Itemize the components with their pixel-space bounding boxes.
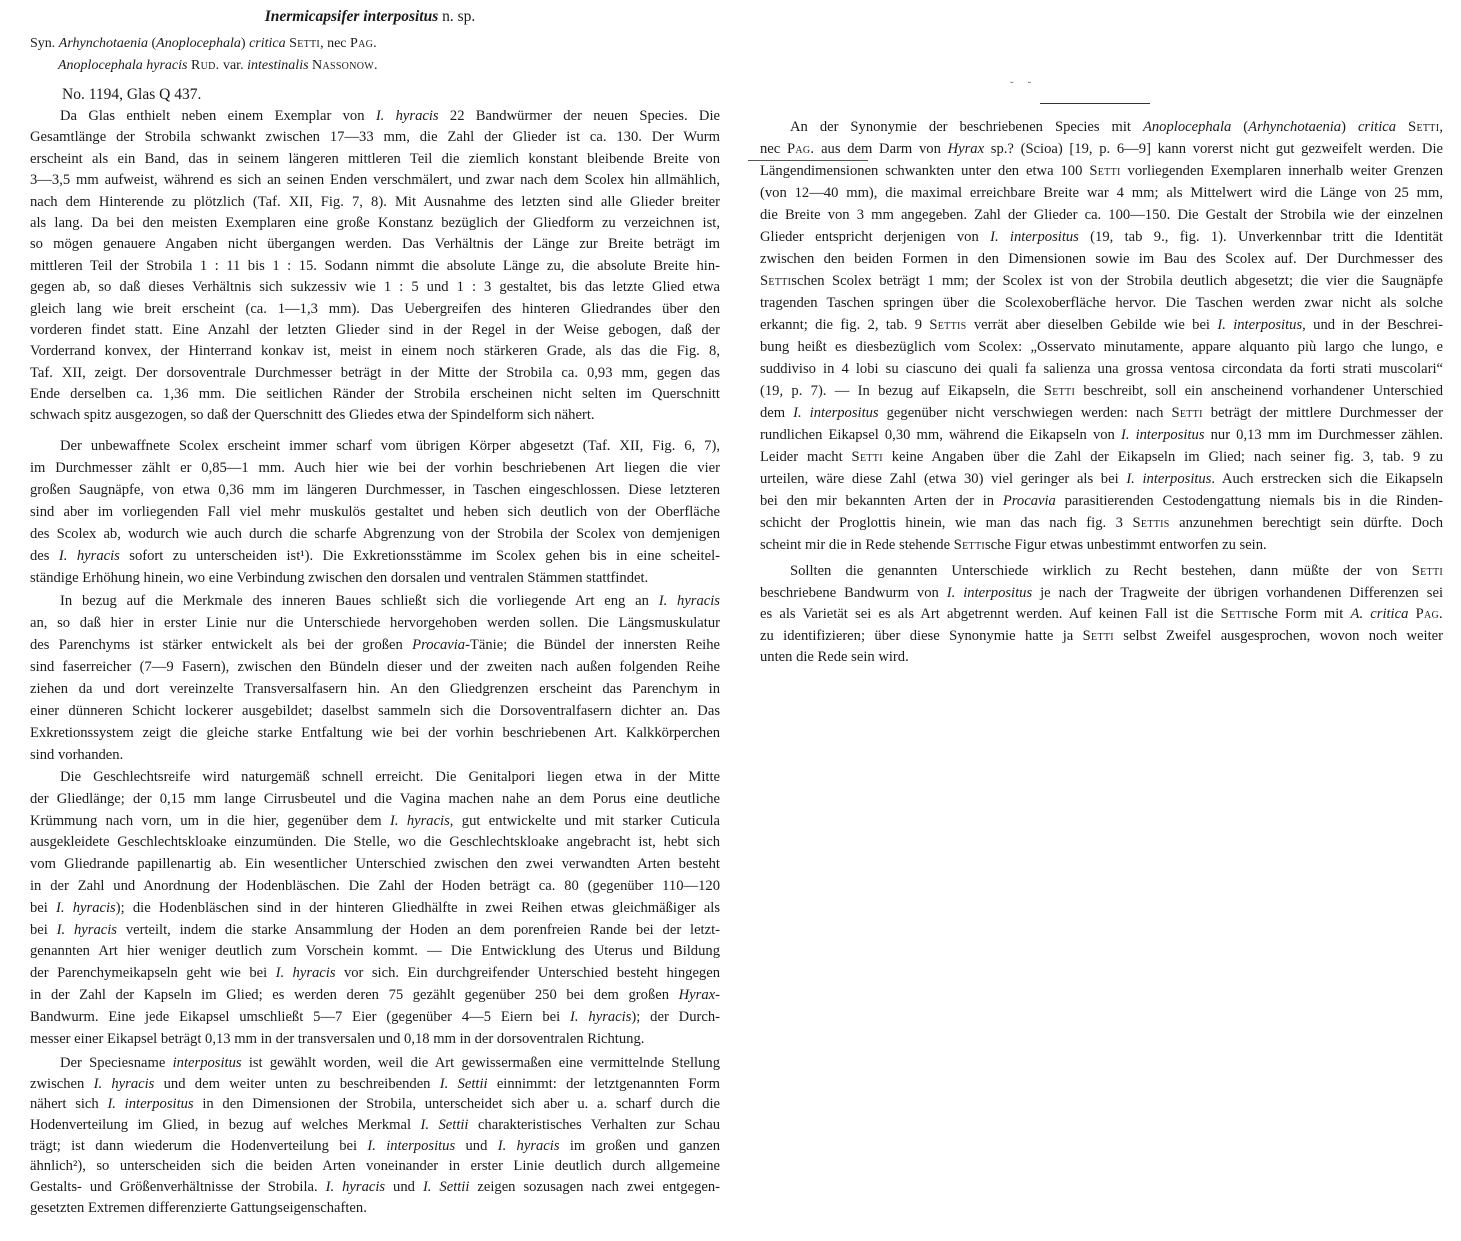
text-segment: , nec	[320, 36, 351, 51]
synonym-line-1	[30, 36, 377, 52]
line-text: gegen ab, so daß dieses Verhältnis sich sukzessiv wie 1 : 5 und 1 : 3 gestaltet, bis das letzte Glied etwa	[30, 279, 720, 296]
line-text: gesetzten Extremen differenzierte Gattungseigenschaften.	[30, 1199, 367, 1216]
text-segment: des	[30, 548, 59, 564]
text-line	[30, 898, 720, 920]
text-line	[760, 647, 1443, 669]
author-name: Setti	[1082, 627, 1114, 644]
text-segment: , und in der Beschrei-	[1302, 317, 1444, 333]
text-segment: im großen und ganzen	[559, 1137, 721, 1154]
text-line	[30, 567, 720, 589]
text-line	[760, 270, 1443, 292]
text-line	[30, 523, 720, 545]
text-line	[760, 402, 1443, 424]
italic-taxon: I. hyracis	[93, 1075, 155, 1092]
italic-taxon: Anoplocephala hyracis	[58, 58, 188, 73]
text-segment: aus dem Darm von	[814, 141, 948, 157]
italic-taxon: I. hyracis	[56, 899, 116, 916]
text-line	[30, 1094, 720, 1115]
text-line	[760, 604, 1443, 626]
text-segment: vorliegenden Exemplaren innerhalb weiter Grenzen	[1120, 163, 1443, 179]
text-segment: var.	[219, 58, 248, 73]
text-segment: bei	[30, 899, 57, 916]
italic-taxon: I. interpositus	[1126, 471, 1212, 487]
italic-taxon: critica	[249, 36, 286, 51]
italic-taxon: Arhynchotaenia	[1248, 119, 1342, 135]
line-text: zwischen den beiden Formen in den Dimensionen sowie im Bau des Scolex auf. Der Durchmesser des	[760, 251, 1443, 267]
text-line	[30, 1029, 720, 1051]
text-line	[30, 384, 720, 405]
text-segment: (	[147, 36, 157, 51]
synonym-line-2	[58, 58, 378, 74]
text-segment: Glieder entspricht derjenigen von	[760, 229, 991, 245]
italic-taxon: Arhynchotaenia	[58, 36, 148, 51]
text-line	[30, 213, 720, 234]
text-segment: einnimmt: der letztgenannten Form	[487, 1075, 721, 1092]
author-name: Setti	[851, 449, 883, 465]
line-text: als lang. Da bei den meisten Exemplaren eine große Konstanz bezüglich der Gliedform zu verzeichnen ist,	[30, 214, 720, 231]
italic-taxon: critica	[1357, 119, 1397, 135]
line-text: Exkretionssystem zeigt die gleiche starke Entfaltung wie bei der vorhin beschriebenen Art. Kalkkörperchen	[30, 725, 720, 741]
text-line	[30, 363, 720, 384]
italic-taxon: I. hyracis	[56, 921, 117, 938]
text-line	[760, 512, 1443, 534]
author-name: Setti	[289, 36, 321, 51]
text-line	[30, 149, 720, 170]
line-text: der Gliedlänge; der 0,15 mm lange Cirrusbeutel und die Vagina machen nahe an dem Porus eine deutliche	[30, 790, 720, 807]
line-text: ständige Erhöhung hinein, wo eine Verbindung zwischen den dorsalen und ventralen Stämmen stattfindet.	[30, 570, 649, 586]
italic-taxon: intestinalis	[247, 58, 309, 73]
text-line	[30, 854, 720, 876]
text-line	[30, 170, 720, 191]
text-line	[760, 626, 1443, 648]
author-name: Setti	[1411, 563, 1443, 579]
text-segment	[1396, 119, 1408, 135]
text-line	[760, 292, 1443, 314]
line-text: sind faserreicher (7—9 Fasern), zwischen den Bündeln dieser und der zweiten nach außen folgenden Reihe	[30, 659, 720, 675]
paragraph-scolex	[30, 435, 720, 589]
italic-taxon: I. hyracis	[325, 1179, 386, 1196]
paragraph-species-name	[30, 1053, 720, 1219]
italic-taxon: I. hyracis	[58, 548, 120, 564]
italic-taxon: Hyrax	[947, 141, 985, 157]
line-text: erscheint als ein Band, das in seinem längeren mittleren Teil die ziemlich konstant bleibende Breite von	[30, 150, 720, 167]
text-line	[30, 876, 720, 898]
page-mark: ˘˘	[1010, 80, 1046, 92]
author-name: Settis	[1132, 515, 1170, 531]
text-segment	[1408, 606, 1415, 622]
species-name: Inermicapsifer interpositus	[264, 8, 439, 25]
text-segment: erkannt; die fig. 2, tab. 9	[760, 317, 930, 333]
text-segment: vor sich. Ein durchgreifender Unterschied besteht hingegen	[335, 965, 720, 982]
line-text: einer dünneren Schicht lockerer ausgebildet; daselbst sammeln sich die Dorsoventralfasern dichter an. Das	[30, 703, 720, 719]
text-segment: schicht der Proglottis hinein, wie man das nach fig. 3	[760, 515, 1133, 531]
text-segment: , gut entwickelte und mit starker Cuticula	[449, 812, 721, 829]
text-line	[30, 1007, 720, 1029]
text-segment: dem	[760, 405, 794, 421]
author-name: Pag.	[786, 141, 815, 157]
text-line	[760, 116, 1443, 138]
italic-taxon: I. interpositus	[1217, 317, 1303, 333]
text-line	[760, 204, 1443, 226]
species-heading	[0, 8, 740, 26]
text-line	[760, 424, 1443, 446]
author-name: Settis	[929, 317, 967, 333]
text-segment: nec	[760, 141, 787, 157]
text-segment: und	[455, 1137, 498, 1154]
text-segment: und	[385, 1179, 423, 1196]
line-text: Vorderrand konvex, der Hinterrand konkav ist, meist in einem noch stärkeren Grade, als das die Fig. 8,	[30, 343, 720, 360]
text-segment: . Auch erstrecken sich die Eikapseln	[1211, 471, 1443, 487]
line-text: genannten Art hier weniger deutlich zum Vorschein kommt. — Die Entwicklung des Uterus und Bildung	[30, 943, 720, 960]
italic-taxon: Anoplocephala	[1142, 119, 1232, 135]
text-line	[30, 234, 720, 255]
text-line	[30, 941, 720, 963]
text-line	[760, 446, 1443, 468]
text-segment: selbst Zweifel ausgesprochen, wovon noch weiter	[1113, 627, 1443, 644]
text-segment: beschreibt, soll ein anscheinend vorhandener Unterschied	[1075, 383, 1443, 399]
line-text: großen Saugnäpfe, von etwa 0,36 mm im längeren Durchmesser, in Taschen eingeschlossen. Diese letzteren	[30, 482, 720, 498]
text-segment: sp.? (Scioa) [19, p. 6—9] kann vorerst nicht gut gezweifelt werden. Die	[984, 141, 1443, 157]
text-segment: parasitierenden Cestodengattung niemals bis in die Rinden-	[1055, 493, 1443, 509]
text-line	[760, 314, 1443, 336]
italic-taxon: I. hyracis	[497, 1137, 560, 1154]
text-line	[30, 127, 720, 148]
line-text: mittleren Teil der Strobila 1 : 11 bis 1 : 15. Sodann nimmt die absolute Länge zu, die absolute Breite hin-	[30, 257, 720, 274]
author-name: Setti	[1220, 606, 1252, 622]
text-segment: An der Synonymie der beschriebenen Species mit	[790, 119, 1143, 135]
line-text: des Scolex ab, wodurch wie auch durch die scharfe Abgrenzung von der Strobila der Scolex von demjenigen	[30, 526, 720, 542]
text-segment: Gestalts- und Größenverhältnisse der Strobila.	[30, 1179, 326, 1196]
text-line	[760, 248, 1443, 270]
italic-taxon: I. interpositus	[367, 1137, 456, 1154]
text-line	[30, 985, 720, 1007]
text-line	[760, 358, 1443, 380]
author-name: Setti	[1171, 405, 1203, 421]
text-line	[30, 963, 720, 985]
line-text: so mögen genauere Angaben nicht übergangen werden. Das Verhältnis der Länge zur Breite beträgt im	[30, 236, 720, 253]
text-segment: ist gewählt worden, weil die Art gewissermaßen eine vermittelnde Stellung	[241, 1055, 720, 1071]
text-segment: nur 0,13 mm im Durchmesser zählen.	[1204, 427, 1443, 443]
text-segment: Leider macht	[760, 449, 852, 465]
line-text: Taf. XII, zeigt. Der dorsoventrale Durchmesser beträgt in der Mitte der Strobila ca. 0,93 mm, gegen das	[30, 364, 720, 381]
text-segment: in den Dimensionen der Strobila, unterscheidet sich aber u. a. scharf durch die	[193, 1096, 721, 1113]
text-segment: der Parenchymeikapseln geht wie bei	[30, 965, 276, 982]
text-segment: ); die Hodenbläschen sind in der hinteren Gliedhälfte in zwei Reihen etwas gleichmäßiger als	[115, 899, 721, 916]
line-text: Der unbewaffnete Scolex erscheint immer scharf vom übrigen Körper abgesetzt (Taf. XII, Fig. 6, 7),	[60, 438, 720, 454]
text-segment: Syn.	[30, 36, 59, 51]
text-line	[30, 678, 720, 700]
author-name: Setti	[1408, 119, 1440, 135]
italic-taxon: I. hyracis	[275, 965, 336, 982]
text-segment: 22 Bandwürmer der neuen Species. Die	[438, 108, 720, 124]
text-line	[760, 583, 1443, 605]
line-text: sind vorhanden.	[30, 747, 124, 763]
italic-taxon: Procavia	[1002, 493, 1056, 509]
text-segment: anzunehmen berechtigt sein dürfte. Doch	[1169, 515, 1444, 531]
text-line	[30, 435, 720, 457]
text-segment: In bezug auf die Merkmale des inneren Baues schließt sich die vorliegende Art eng an	[60, 593, 659, 609]
line-text: ziehen da und dort vereinzelte Transversalfasern hin. An den Gliedgrenzen erscheint das Parenchym in	[30, 681, 720, 697]
line-text: tragenden Taschen springen über die Scolexoberfläche hervor. Die Taschen werden zwar nicht als solche	[760, 295, 1443, 311]
line-text: suddiviso in 4 lobi su ciascuno dei quali fa salienza una grossa ventosa circondata da forti strati muscolari“	[760, 361, 1443, 377]
italic-taxon: A. critica	[1350, 606, 1409, 622]
text-line	[30, 1115, 720, 1136]
text-line	[30, 1156, 720, 1177]
text-segment: zwischen	[30, 1075, 94, 1092]
line-text: messer einer Eikapsel beträgt 0,13 mm in der transversalen und 0,18 mm in der dorsoventralen Richtung.	[30, 1030, 645, 1047]
italic-taxon: I. interpositus	[990, 229, 1079, 245]
text-segment: )	[1341, 119, 1358, 135]
italic-taxon: I. interpositus	[793, 405, 879, 421]
text-line	[30, 1177, 720, 1198]
text-segment: in der Zahl der Kapseln im Glied; es werden deren 75 gezählt gegenüber 250 bei dem großen	[30, 986, 679, 1003]
text-segment: zeigen sozusagen nach zwei entgegen-	[469, 1179, 721, 1196]
author-name: Setti	[1043, 383, 1076, 399]
text-line	[30, 722, 720, 744]
specimen-number: No. 1194, Glas Q 437.	[62, 86, 202, 103]
text-line	[30, 457, 720, 479]
text-line	[30, 612, 720, 634]
text-segment: Krümmung nach vorn, um in die hier, gegenüber dem	[30, 812, 390, 829]
text-line	[30, 656, 720, 678]
author-name: Setti	[953, 537, 985, 553]
text-segment: Sollten die genannten Unterschiede wirklich zu Recht bestehen, dann müßte der von	[790, 563, 1412, 579]
line-text: (von 12—40 mm), die maximal erreichbare Breite war 4 mm; als Mittelwert wird die Länge von 25 mm,	[760, 185, 1443, 201]
text-segment: (19, tab 9., fig. 1). Unverkennbar tritt die Identität	[1078, 229, 1443, 245]
italic-taxon: I. hyracis	[570, 1008, 632, 1025]
text-segment: des Parenchyms ist stärker entwickelt als bei der großen	[30, 637, 413, 653]
italic-taxon: I. interpositus	[946, 584, 1033, 601]
text-line	[30, 106, 720, 127]
text-line	[30, 590, 720, 612]
italic-taxon: I. hyracis	[375, 108, 439, 124]
line-text: unten die Rede sein wird.	[760, 649, 909, 665]
text-line	[760, 490, 1443, 512]
line-text: in der Zahl und Anordnung der Hodenbläschen. Die Zahl der Hoden beträgt ca. 80 (gegenüber 110—120	[30, 877, 720, 894]
text-segment: trägt; ist dann wiederum die Hodenverteilung bei	[30, 1137, 368, 1154]
line-text: sind aber im vorliegenden Fall viel mehr muskulös gestaltet und heben sich deutlich von der Oberfläche	[30, 504, 720, 520]
line-text: vorderen findet statt. Eine Anzahl der letzten Glieder sind in der Regel in der Weise gebogen, daß der	[30, 321, 720, 338]
text-segment: sche Form mit	[1251, 606, 1351, 622]
text-line	[30, 256, 720, 277]
line-text: an, so daß hier in erster Linie nur die Unterschiede hervorgehoben werden sollen. Die Längsmuskulatur	[30, 615, 720, 631]
text-segment: rundlichen Eikapsel 0,30 mm, während die Eikapseln von	[760, 427, 1121, 443]
text-line	[30, 501, 720, 523]
text-line	[30, 1136, 720, 1157]
line-text: schwach spitz ausgezogen, so daß der Querschnitt des Gliedes etwa der Spindelform sich nähert.	[30, 407, 595, 424]
text-line	[760, 468, 1443, 490]
text-segment: je nach der Tragweite der übrigen vorhandenen Differenzen sei	[1032, 584, 1444, 601]
paragraph-synonymy	[760, 116, 1443, 556]
text-segment: bei den mir bekannten Arten der in	[760, 493, 1003, 509]
text-line	[30, 767, 720, 789]
text-line	[30, 832, 720, 854]
text-line	[760, 534, 1443, 556]
italic-taxon: I. hyracis	[658, 593, 720, 609]
text-line	[30, 789, 720, 811]
text-segment: sche Figur etwas unbestimmt entworfen zu sein.	[985, 537, 1267, 553]
line-text: nach dem Hinterende zu plötzlich (Taf. XII, Fig. 7, 8). Mit Ausnahme des letzten sind alle Glieder breiter	[30, 193, 720, 210]
line-text: ähnlich²), so unterscheiden sich die beiden Arten voneinander in erster Linie deutlich durch allgemeine	[30, 1158, 720, 1175]
text-segment: es als Varietät sei es als Art abgetrennt werden. Auf keinen Fall ist die	[760, 606, 1221, 622]
italic-taxon: Hyrax	[678, 986, 716, 1003]
text-segment: -Tänie; die Bündel der innersten Reihe	[465, 637, 720, 653]
italic-taxon: I. Settii	[420, 1117, 469, 1134]
italic-taxon: I. Settii	[439, 1075, 488, 1092]
line-text: ausgekleidete Geschlechtskloake einzumünden. Die Stelle, wo die Geschlechtskloake angebracht ist, hebt sich	[30, 834, 720, 851]
text-segment: Da Glas enthielt neben einem Exemplar von	[60, 108, 376, 124]
author-name: Nassonow.	[312, 58, 378, 73]
text-line	[30, 405, 720, 426]
text-segment: gegenüber nicht verschwiegen werden: nach	[878, 405, 1172, 421]
italic-taxon: Procavia	[412, 637, 466, 653]
text-line	[30, 1074, 720, 1095]
author-name: Pag.	[1415, 606, 1444, 622]
text-segment: charakteristisches Verhalten zur Schau	[468, 1117, 721, 1134]
text-line	[30, 744, 720, 766]
text-segment: scheint mir die in Rede stehende	[760, 537, 954, 553]
line-text: Gesamtlänge der Strobila schwankt zwischen 17—33 mm, die Zahl der Glieder ist ca. 130. Der Wurm	[30, 129, 720, 146]
text-line	[760, 380, 1443, 402]
text-line	[760, 561, 1443, 583]
line-text: 3—3,5 mm aufweist, während es sich an seinen Enden verschmälert, und zwar nach dem Scolex hin allmählich,	[30, 172, 720, 189]
text-segment: -	[715, 986, 720, 1003]
text-line	[760, 336, 1443, 358]
italic-taxon: I. interpositus	[1120, 427, 1205, 443]
text-segment: nähert sich	[30, 1096, 108, 1113]
text-line	[760, 182, 1443, 204]
text-segment: urteilen, wäre diese Zahl (etwa 30) viel geringer als bei	[760, 471, 1127, 487]
line-text: gleich lang wie breit erscheint (ca. 1—1,3 mm). Das Uebergreifen des hinteren Gliedrandes über den	[30, 300, 720, 317]
text-segment: und dem weiter unten zu beschreibenden	[154, 1075, 440, 1092]
text-line	[30, 341, 720, 362]
text-segment: (	[1231, 119, 1249, 135]
author-name: Pag.	[350, 36, 377, 51]
text-line	[760, 226, 1443, 248]
line-text: vom Gliedrande papillenartig ab. Ein wesentlicher Unterschied zwischen den zwei verwandten Arten besteht	[30, 856, 720, 873]
text-line	[30, 192, 720, 213]
italic-taxon: interpositus	[172, 1055, 242, 1071]
text-line	[30, 811, 720, 833]
text-segment: keine Angaben über die Zahl der Eikapseln im Glied; nach seiner fig. 3, tab. 9 zu	[882, 449, 1443, 465]
text-line	[30, 920, 720, 942]
author-name: Setti	[760, 273, 792, 289]
text-line	[30, 479, 720, 501]
text-line	[30, 634, 720, 656]
text-segment: Hodenverteilung im Glied, in bezug auf welches Merkmal	[30, 1117, 421, 1134]
text-line	[30, 277, 720, 298]
text-segment: verrät aber dieselben Gebilde wie bei	[966, 317, 1218, 333]
text-line	[30, 700, 720, 722]
paragraph-sexual-maturity	[30, 767, 720, 1050]
italic-taxon: I. Settii	[422, 1179, 470, 1196]
paragraph-inner-structure	[30, 590, 720, 766]
line-text: die Breite von 3 mm angegeben. Zahl der Glieder ca. 100—150. Die Gestalt der Strobila wie der einzelnen	[760, 207, 1443, 223]
line-text: bung heißt es diesbezüglich vom Scolex: „Osservato minutamente, appare alquanto più largo che lungo, e	[760, 339, 1443, 355]
line-text: im Durchmesser zählt er 0,85—1 mm. Auch hier wie bei der vorhin beschriebenen Art liegen die vier	[30, 460, 720, 476]
species-suffix: n. sp.	[438, 8, 476, 25]
text-line	[760, 160, 1443, 182]
underline-mark	[748, 160, 868, 161]
text-segment: sofort zu unterscheiden ist¹). Die Exkretionsstämme im Scolex gehen bis in eine scheitel-	[119, 548, 720, 564]
text-line	[30, 1053, 720, 1074]
text-segment: Längendimensionen schwankten unter den etwa 100	[760, 163, 1090, 179]
text-segment: beschriebene Bandwurm von	[760, 584, 947, 601]
italic-taxon: I. hyracis	[389, 812, 450, 829]
line-text: Die Geschlechtsreife wird naturgemäß schnell erreicht. Die Genitalpori liegen etwa in der Mitte	[60, 769, 720, 785]
text-segment: Der Speciesname	[60, 1055, 173, 1071]
text-line	[760, 138, 1443, 160]
text-line	[30, 1198, 720, 1219]
text-segment: ,	[1439, 119, 1443, 135]
text-line	[30, 320, 720, 341]
author-name: Rud.	[190, 58, 220, 73]
text-line	[30, 545, 720, 567]
line-text: Ende derselben ca. 1,36 mm. Die seitlichen Ränder der Strobila erscheinen nicht selten im Querschnitt	[30, 386, 720, 403]
text-segment: schen Scolex beträgt 1 mm; der Scolex ist von der Strobila deutlich abgesetzt; die vier die Saugnäpfe	[791, 273, 1443, 289]
text-segment: ); der Durch-	[631, 1008, 720, 1025]
paragraph-strobila	[30, 106, 720, 427]
section-divider	[1040, 103, 1150, 104]
text-segment: verteilt, indem die starke Ansammlung der Hoden an dem porenfreien Rande bei der letzt-	[116, 921, 721, 938]
text-segment: Bandwurm. Eine jede Eikapsel umschließt 5—7 Eier (gegenüber 4—5 Eiern bei	[30, 1008, 571, 1025]
italic-taxon: Anoplocephala	[156, 36, 241, 51]
text-line	[30, 299, 720, 320]
text-segment: bei	[30, 921, 57, 938]
text-segment: (19, p. 7). — In bezug auf Eikapseln, die	[760, 383, 1044, 399]
text-segment: zu identifizieren; über diese Synonymie hatte ja	[760, 627, 1083, 644]
text-segment: beträgt der mittlere Durchmesser der	[1202, 405, 1443, 421]
italic-taxon: I. interpositus	[107, 1096, 194, 1113]
author-name: Setti	[1089, 163, 1121, 179]
paragraph-differences	[760, 561, 1443, 669]
text-segment: )	[240, 36, 250, 51]
